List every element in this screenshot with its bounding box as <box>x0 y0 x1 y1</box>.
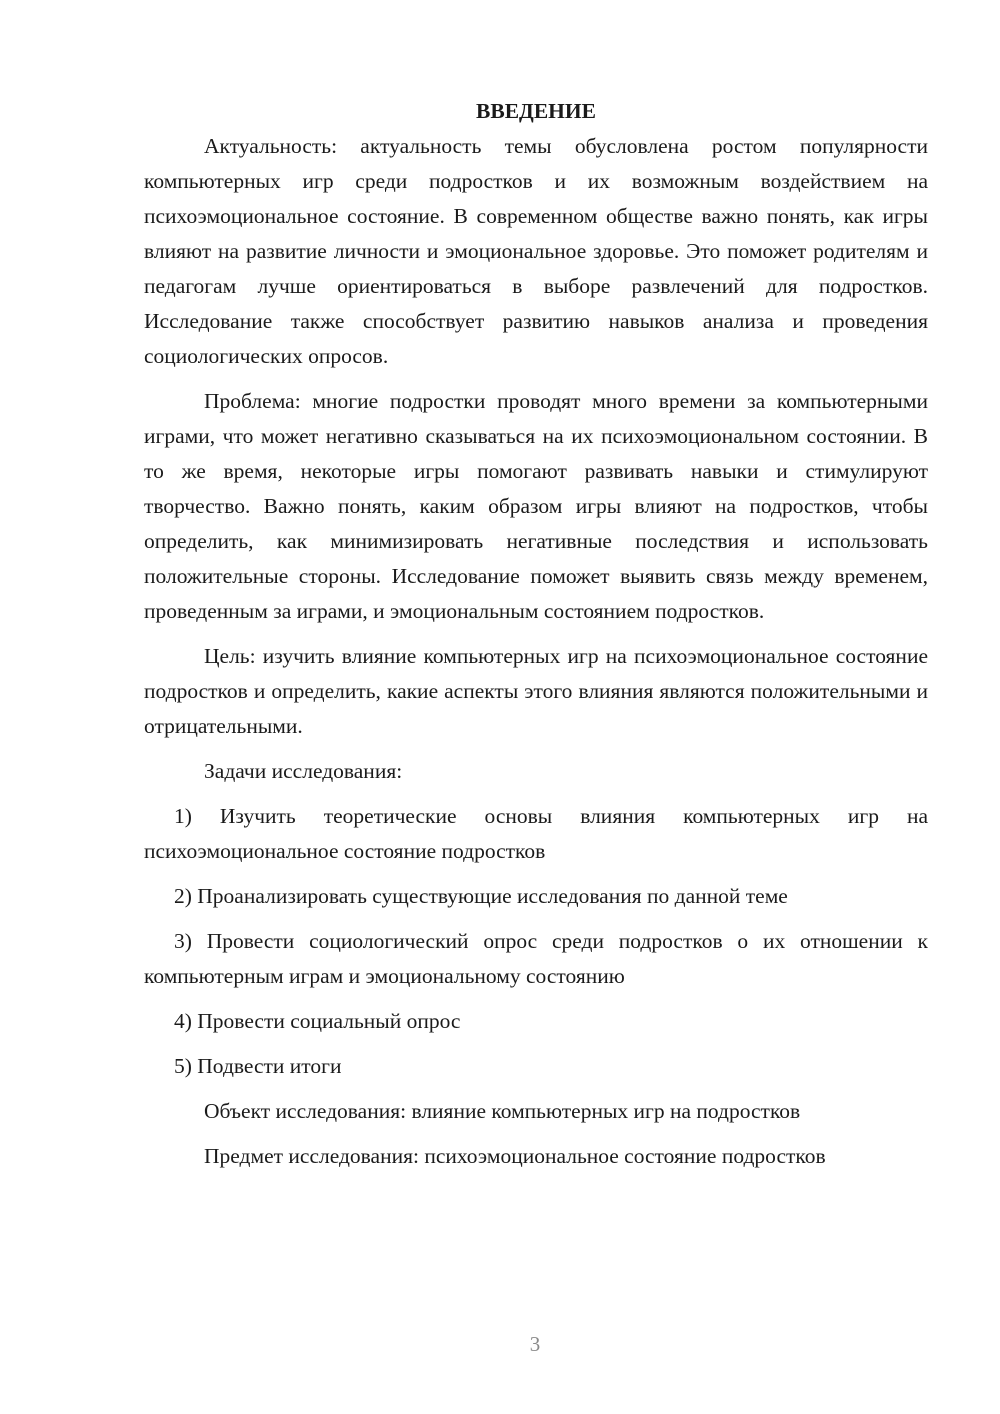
paragraph-relevance: Актуальность: актуальность темы обусловлена ростом популярности компьютерных игр среди подростков и их возможным воздействием на психоэмоциональное состояние. В современном обществе важно понять, как игры влияют на развитие личности и эмоциональное здоровье. Это поможет родителям и педагогам лучше ориентироваться в выборе развлечений для подростков. Исследование также способствует развитию навыков анализа и проведения социологических опросов. <box>144 134 928 368</box>
paragraph-subject: Предмет исследования: психоэмоциональное состояние подростков <box>204 1144 826 1168</box>
page-number: 3 <box>529 1332 541 1356</box>
task-item-3: 3) Провести социологический опрос среди подростков о их отношении к компьютерным играм и эмоциональному состоянию <box>144 929 928 988</box>
paragraph-goal: Цель: изучить влияние компьютерных игр на психоэмоциональное состояние подростков и определить, какие аспекты этого влияния являются положительными и отрицательными. <box>144 644 928 738</box>
section-title: ВВЕДЕНИЕ <box>476 99 596 123</box>
paragraph-problem: Проблема: многие подростки проводят много времени за компьютерными играми, что может негативно сказываться на их психоэмоциональном состоянии. В то же время, некоторые игры помогают развивать навыки и стимулируют творчество. Важно понять, каким образом игры влияют на подростков, чтобы определить, как минимизировать негативные последствия и использовать положительные стороны. Исследование поможет выявить связь между временем, проведенным за играми, и эмоциональным состоянием подростков. <box>144 389 928 623</box>
task-item-4: 4) Провести социальный опрос <box>174 1009 461 1033</box>
paragraph-object: Объект исследования: влияние компьютерных игр на подростков <box>204 1099 801 1123</box>
task-item-2: 2) Проанализировать существующие исследования по данной теме <box>174 884 788 908</box>
task-item-5: 5) Подвести итоги <box>174 1054 342 1078</box>
page-content <box>144 94 928 1174</box>
task-item-1: 1) Изучить теоретические основы влияния компьютерных игр на психоэмоциональное состояние подростков <box>144 804 928 863</box>
tasks-heading: Задачи исследования: <box>204 759 403 783</box>
